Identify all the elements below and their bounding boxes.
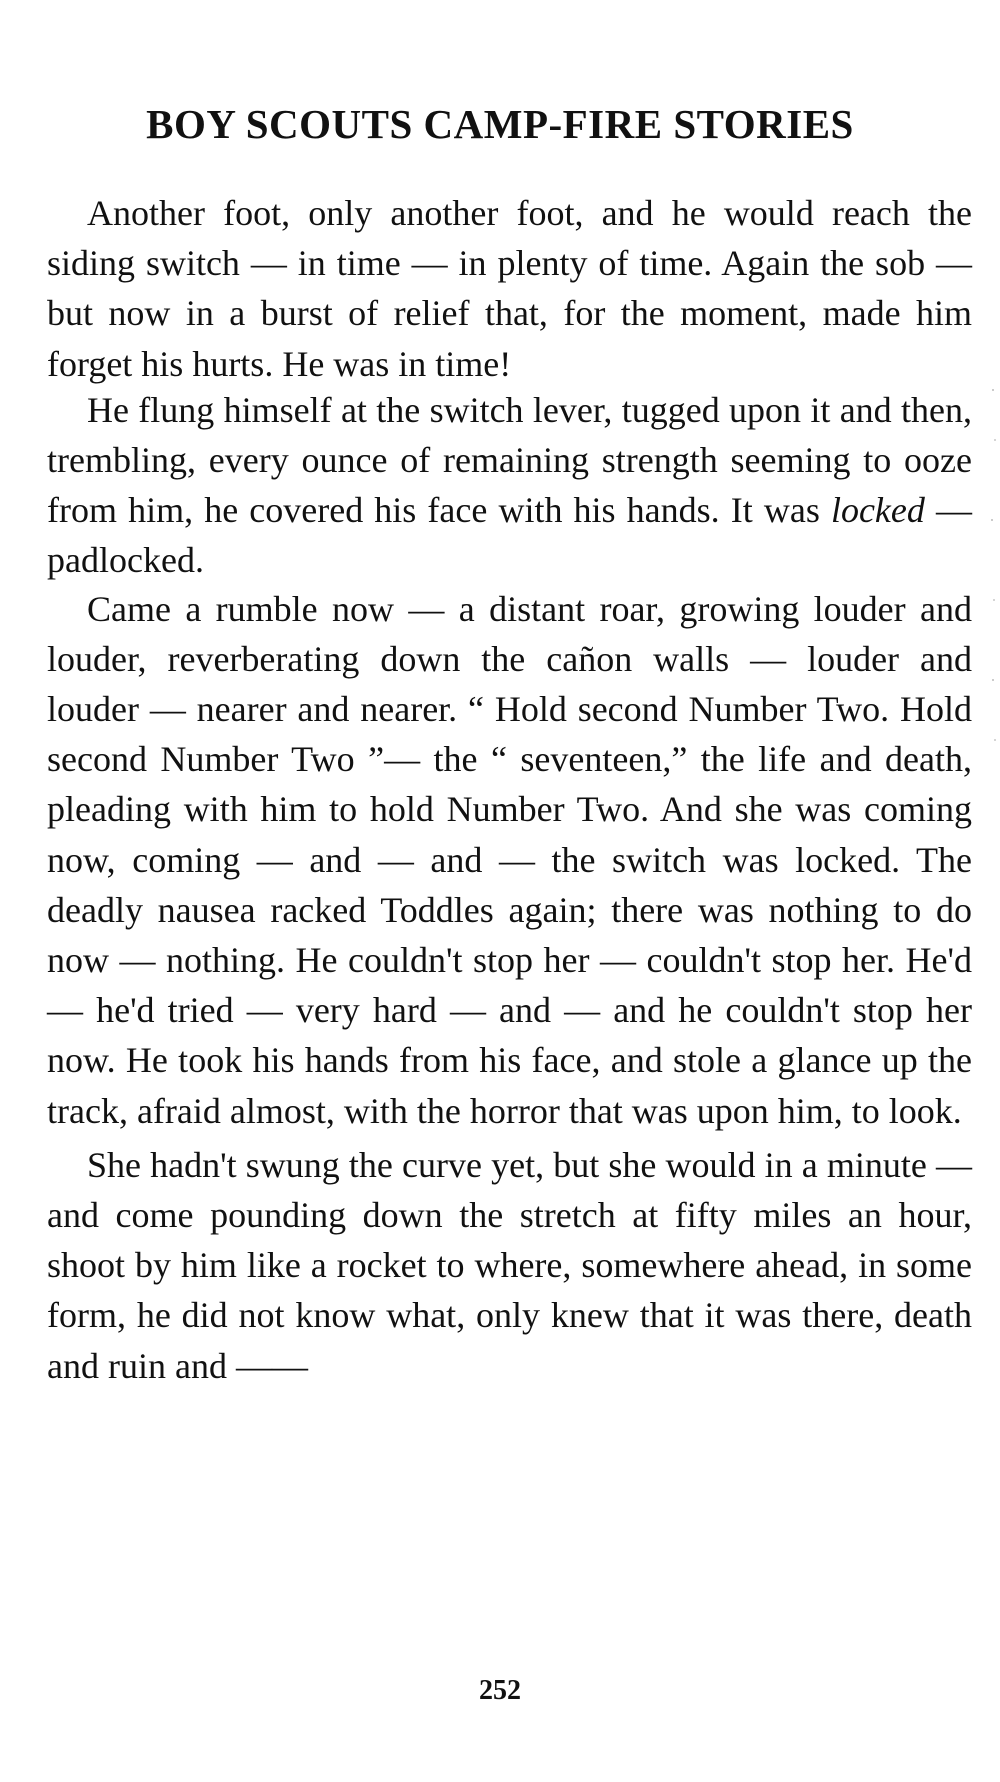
body-text [47, 188, 972, 1391]
scan-margin-specks [990, 380, 1000, 760]
paragraph-4: She hadn't swung the curve yet, but she would in a minute — and come pounding down the stretch at fifty miles an hour, shoot by him like a rocket to where, somewhere ahead, in some form, he did not know what, only knew that it was there, death and ruin and —— [47, 1144, 972, 1386]
emphasized-word: locked [830, 490, 925, 531]
paragraph-2-text-after: — padlocked. [47, 490, 972, 581]
page-number: 252 [479, 1675, 521, 1706]
running-head-title: BOY SCOUTS CAMP-FIRE STORIES [146, 101, 854, 147]
paragraph-3: Came a rumble now — a distant roar, growing louder and louder, reverberating down the cañon walls — louder and louder — nearer and nearer. “ Hold second Number Two. Hold second Number Two ”— the “ seventeen,” the life and death, pleading with him to hold Number Two. And she was coming now, coming — and — and — the switch was locked. The deadly nausea racked Toddles again; there was nothing to do now — nothing. He couldn't stop her — couldn't stop her. He'd — he'd tried — very hard — and — and he couldn't stop her now. He took his hands from his face, and stole a glance up the track, afraid almost, with the horror that was upon him, to look. [47, 588, 972, 1131]
paragraph-1: Another foot, only another foot, and he would reach the siding switch — in time — in plenty of time. Again the sob — but now in a burst of relief that, for the moment, made him forget his hurts. He was in time! [47, 193, 972, 384]
paragraph-2 [47, 385, 972, 586]
paragraph-2-text-before: He flung himself at the switch lever, tugged upon it and then, trembling, every ounce of remaining strength seeming to ooze from him, he covered his face with his hands. It was [47, 389, 972, 531]
